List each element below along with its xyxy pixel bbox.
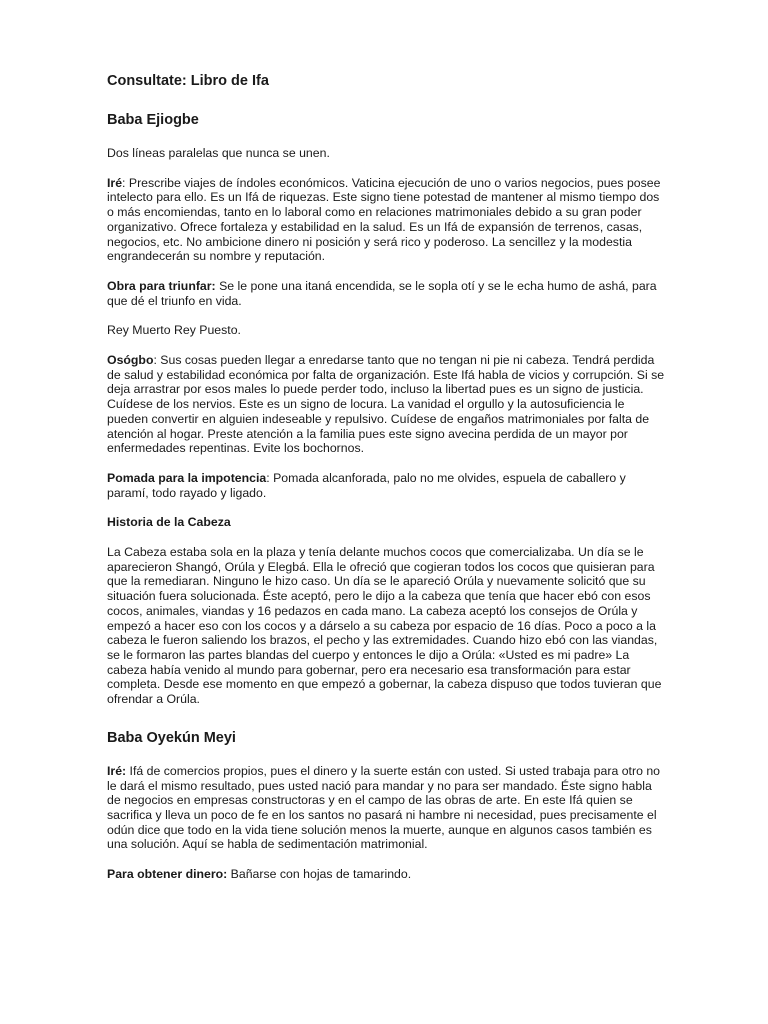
pomada-label: Pomada para la impotencia: [107, 470, 267, 485]
oyekun-ire-paragraph: [107, 764, 668, 852]
oyekun-ire-text: Ifá de comercios propios, pues el dinero y la suerte están con usted. Si usted trabaja para otro no le dará el mismo resultado, pues usted nació para mandar y no para ser mandado. Éste signo habla de negocios en empresas constructoras y en el campo de las obras de arte. En este Ifá quien se sacrifica y lleva un poco de fe en los santos no pasará ni hambre ni necesidad, pues precisamente el odún dice que todo en la vida tiene solución menos la muerte, aunque en algunos casos también es una solución. Aquí se habla de sedimentación matrimonial.: [107, 763, 660, 852]
dinero-label: Para obtener dinero:: [107, 867, 228, 882]
obra-label: Obra para triunfar:: [107, 278, 216, 293]
pomada-paragraph: [107, 471, 668, 500]
pomada-text: : Pomada alcanforada, palo no me olvides, espuela de caballero y paramí, todo rayado y ligado.: [107, 470, 626, 500]
osogbo-paragraph: [107, 353, 668, 456]
ire-paragraph: [107, 176, 668, 264]
obra-text: Se le pone una itaná encendida, se le sopla otí y se le echa humo de ashá, para que dé el triunfo en vida.: [107, 278, 657, 308]
intro-paragraph: Dos líneas paralelas que nunca se unen.: [107, 146, 330, 160]
section-heading-baba-ejiogbe: Baba Ejiogbe: [107, 112, 199, 128]
osogbo-label: Osógbo: [107, 353, 154, 368]
historia-heading: Historia de la Cabeza: [107, 515, 231, 530]
dinero-text: Bañarse con hojas de tamarindo.: [227, 867, 412, 882]
osogbo-text: : Sus cosas pueden llegar a enredarse tanto que no tengan ni pie ni cabeza. Tendrá perdida de salud y estabilidad económica por falta de organización. Este Ifá habla de vicios y corrupción. Si se deja arrastrar por esos males lo puede perder todo, incluso la libertad pues es un signo de justicia. Cuídese de los nervios. Este es un signo de locura. La vanidad el orgullo y la autosuficiencia le pueden convertir en alguien indeseable y repulsivo. Cuídese de engaños matrimoniales por falta de atención al hogar. Preste atención a la familia pues este signo avecina perdida de un mayor por enfermedades repentinas. Evite los bochornos.: [107, 353, 665, 456]
rey-paragraph: Rey Muerto Rey Puesto.: [107, 323, 241, 338]
ire-text: : Prescribe viajes de índoles económicos. Vaticina ejecución de uno o varios negocios, pues posee intelecto para ello. Es un Ifá de riquezas. Este signo tiene potestad de mantener al mismo tiempo dos o más encomiendas, tanto en lo laboral como en relaciones matrimoniales debido a su gran poder organizativo. Ofrece fortaleza y estabilidad en la salud. Es un Ifá de expansión de terrenos, casas, negocios, etc. No ambicione dinero ni posición y será rico y poderoso. La sencillez y la modestia engrandecerán su nombre y reputación.: [107, 175, 661, 264]
document-title: Consultate: Libro de Ifa: [107, 73, 269, 89]
ire-label: Iré: [107, 175, 123, 190]
section-heading-baba-oyekun-meyi: Baba Oyekún Meyi: [107, 729, 236, 746]
historia-paragraph: La Cabeza estaba sola en la plaza y tenía delante muchos cocos que comercializaba. Un día se le aparecieron Shangó, Orúla y Elegbá. Ella le ofreció que cogieran todos los cocos que quisieran para que la remediaran. Ninguno le hizo caso. Un día se le apareció Orúla y nuevamente solicitó que su situación fuera solucionada. Éste aceptó, pero le dijo a la cabeza que tenía que hacer ebó con esos cocos, animales, viandas y 16 pedazos en cada mano. La cabeza aceptó los consejos de Orúla y empezó a hacer eso con los cocos y a dárselo a su cabeza por espacio de 16 días. Poco a poco a la cabeza le fueron saliendo los brazos, el pecho y las extremidades. Cuando hizo ebó con las viandas, se le formaron las partes blandas del cuerpo y entonces le dijo a Orúla: «Usted es mi padre» La cabeza había venido al mundo para gobernar, pero era necesario esa transformación para estar completa. Desde ese momento en que empezó a gobernar, la cabeza dispuso que todos tuvieran que ofrendar a Orúla.: [107, 545, 662, 707]
obra-paragraph: [107, 279, 668, 308]
oyekun-ire-label: Iré:: [107, 763, 127, 778]
dinero-paragraph: [107, 867, 668, 882]
